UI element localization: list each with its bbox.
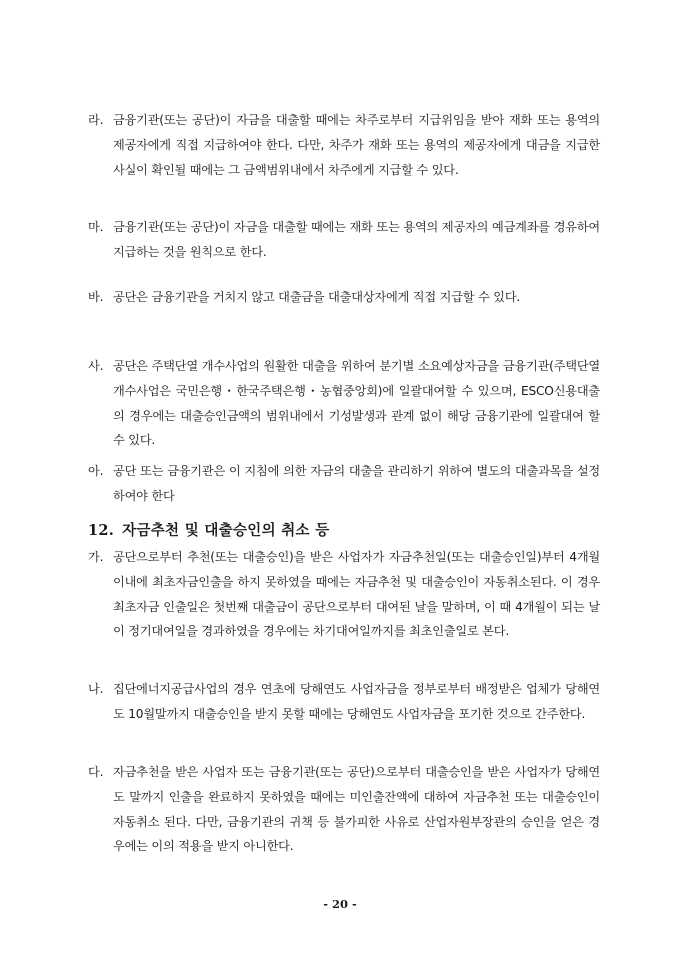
- list-item-ma: [88, 215, 600, 265]
- item-text: 공단은 주택단열 개수사업의 원활한 대출을 위하여 분기별 소요예상자금을 금융기관(주택단열개수사업은 국민은행・한국주택은행・농협중앙회)에 일괄대여할 수 있으며, ESCO신용대출의 경우에는 대출승인금액의 범위내에서 기성발생과 관계 없이 해당 금융기관에 일괄대여 할수 있다.: [113, 359, 600, 448]
- item-text: 금융기관(또는 공단)이 자금을 대출할 때에는 재화 또는 용역의 제공자의 예금계좌를 경유하여 지급하는 것을 원칙으로 한다.: [113, 220, 600, 259]
- list-item-ba: [88, 285, 600, 310]
- item-marker: 바.: [88, 290, 104, 304]
- item-marker: 다.: [88, 765, 104, 779]
- item-text: 자금추천을 받은 사업자 또는 금융기관(또는 공단)으로부터 대출승인을 받은 사업자가 당해연도 말까지 인출을 완료하지 못하였을 때에는 미인출잔액에 대하여 자금추천 또는 대출승인이 자동취소 된다. 다만, 금융기관의 귀책 등 불가피한 사유로 산업자원부장관의 승인을 얻은 경우에는 이의 적용을 받지 아니한다.: [113, 765, 600, 854]
- item-text: 금융기관(또는 공단)이 자금을 대출할 때에는 차주로부터 지급위임을 받아 재화 또는 용역의 제공자에게 직접 지급하여야 한다. 다만, 차주가 재화 또는 용역의 제공자에게 대금을 지급한 사실이 확인될 때에는 그 금액범위내에서 차주에게 지급할 수 있다.: [113, 113, 600, 177]
- list-item-a: [88, 459, 600, 509]
- list-item-sa: [88, 354, 600, 453]
- list-item-ga: [88, 545, 600, 644]
- section-number: 12.: [88, 522, 115, 539]
- item-marker: 사.: [88, 359, 104, 373]
- item-text: 집단에너지공급사업의 경우 연초에 당해연도 사업자금을 정부로부터 배정받은 업체가 당해연도 10월말까지 대출승인을 받지 못할 때에는 당해연도 사업자금을 포기한 것으로 간주한다.: [113, 682, 600, 721]
- item-text: 공단 또는 금융기관은 이 지침에 의한 자금의 대출을 관리하기 위하여 별도의 대출과목을 설정하여야 한다: [113, 464, 600, 503]
- list-item-ra: [88, 108, 600, 182]
- item-text: 공단은 금융기관을 거치지 않고 대출금을 대출대상자에게 직접 지급할 수 있다.: [113, 290, 521, 304]
- list-item-da: [88, 760, 600, 859]
- page-number: - 20 -: [323, 897, 357, 911]
- item-marker: 마.: [88, 220, 104, 234]
- item-marker: 나.: [88, 682, 104, 696]
- section-title: 자금추천 및 대출승인의 취소 등: [122, 522, 330, 539]
- item-text: 공단으로부터 추천(또는 대출승인)을 받은 사업자가 자금추천일(또는 대출승인일)부터 4개월이내에 최초자금인출을 하지 못하였을 때에는 자금추천 및 대출승인이 자동취소된다. 이 경우 최초자금 인출일은 첫번째 대출금이 공단으로부터 대여된 날을 말하며, 이 때 4개월이 되는 날이 정기대여일을 경과하였을 경우에는 차기대여일까지를 최초인출일로 본다.: [113, 550, 600, 639]
- item-marker: 아.: [88, 464, 104, 478]
- item-marker: 라.: [88, 113, 104, 127]
- section-heading: [88, 519, 588, 543]
- list-item-na: [88, 677, 600, 727]
- item-marker: 가.: [88, 550, 104, 564]
